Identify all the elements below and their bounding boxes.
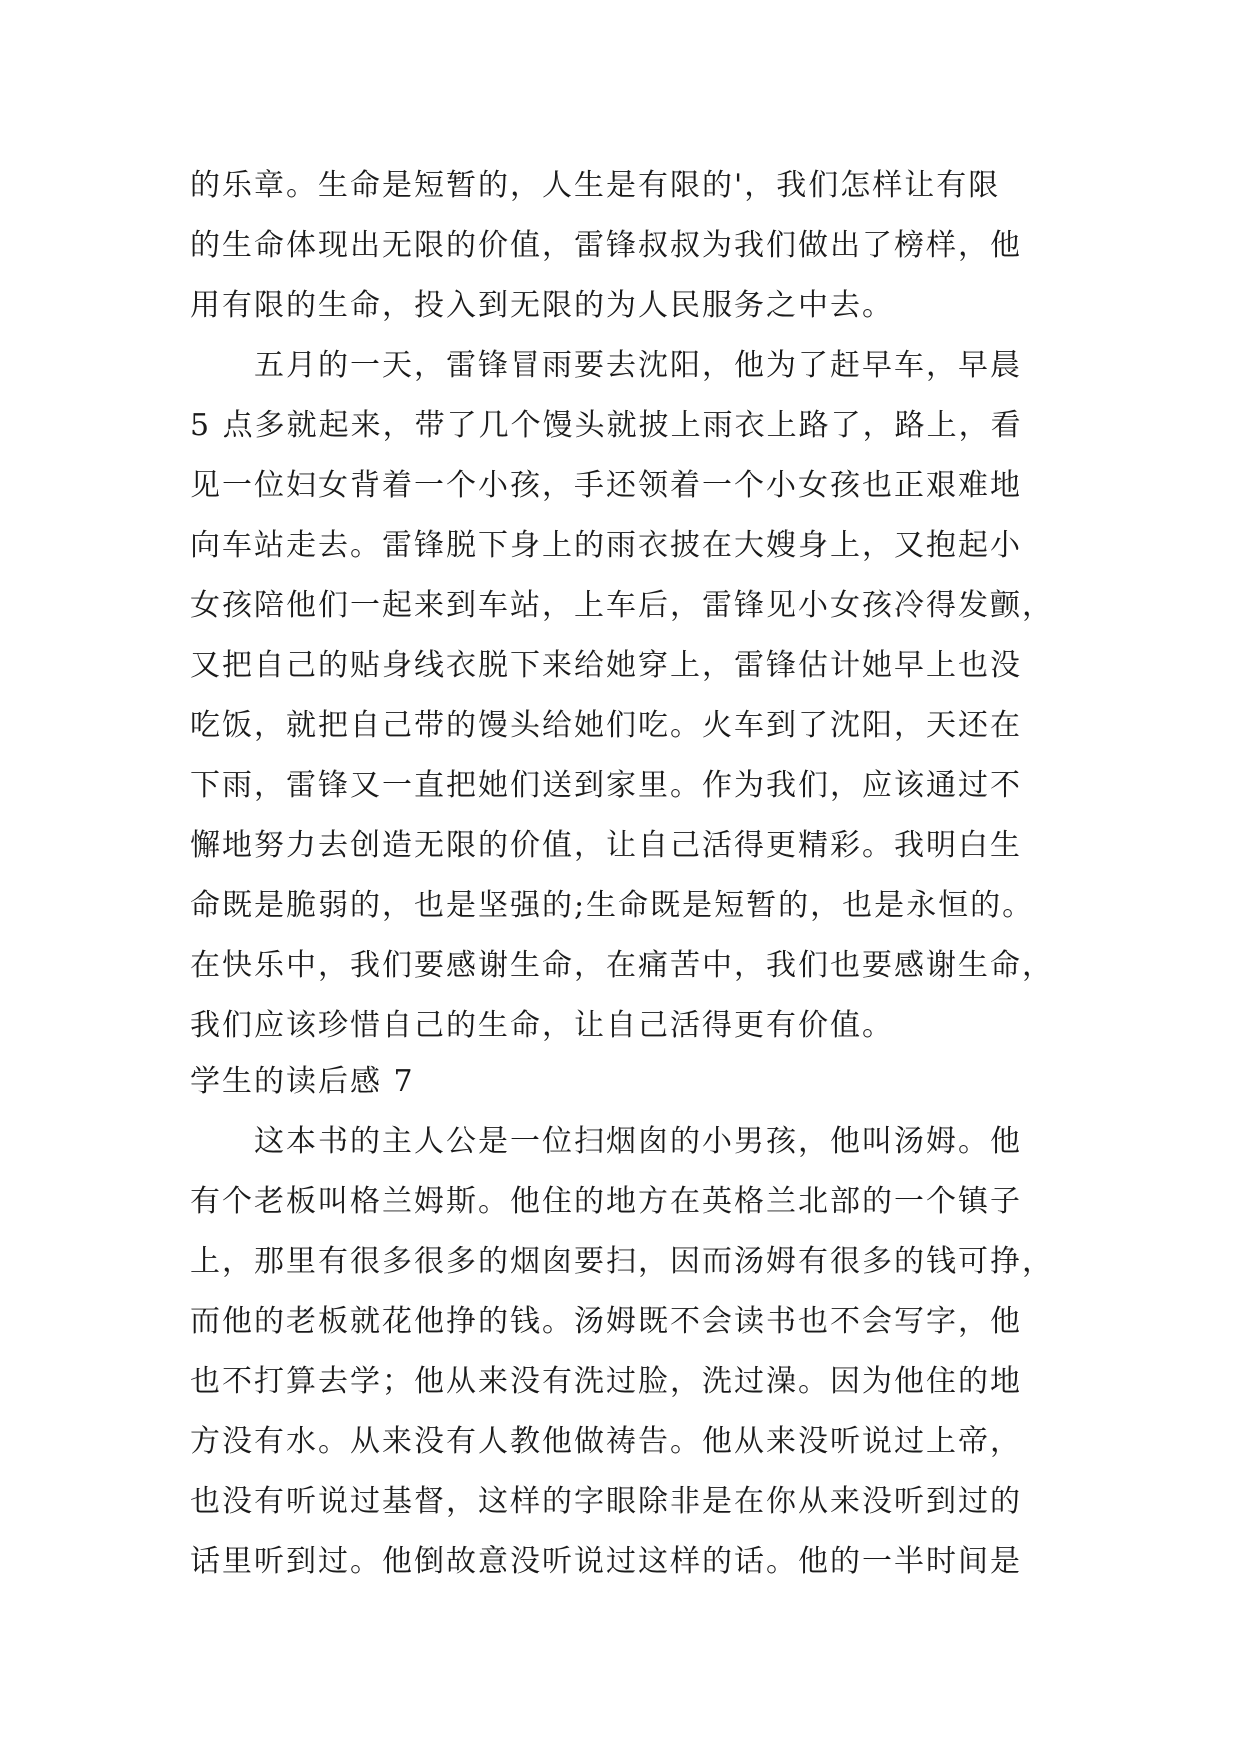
paragraph-3-line-5: 也不打算去学；他从来没有洗过脸，洗过澡。因为他住的地 — [190, 1364, 1022, 1399]
section-heading: 学生的读后感 7 — [190, 1064, 415, 1099]
paragraph-2-line-7: 吃饭，就把自己带的馒头给她们吃。火车到了沈阳，天还在 — [190, 708, 1022, 743]
paragraph-3-line-6: 方没有水。从来没有人教他做祷告。他从来没听说过上帝， — [190, 1424, 1022, 1459]
paragraph-2-line-4: 向车站走去。雷锋脱下身上的雨衣披在大嫂身上，又抱起小 — [190, 528, 1022, 563]
paragraph-1-line-1: 的乐章。生命是短暂的，人生是有限的'，我们怎样让有限 — [190, 168, 1001, 203]
paragraph-2-line-9: 懈地努力去创造无限的价值，让自己活得更精彩。我明白生 — [190, 828, 1022, 863]
paragraph-2-line-10: 命既是脆弱的，也是坚强的;生命既是短暂的，也是永恒的。 — [190, 888, 1035, 923]
paragraph-3-line-1: 这本书的主人公是一位扫烟囱的小男孩，他叫汤姆。他 — [254, 1124, 1022, 1159]
paragraph-2-line-11: 在快乐中，我们要感谢生命，在痛苦中，我们也要感谢生命， — [190, 948, 1054, 983]
paragraph-3-line-3: 上，那里有很多很多的烟囱要扫，因而汤姆有很多的钱可挣， — [190, 1244, 1054, 1279]
paragraph-1-line-2: 的生命体现出无限的价值，雷锋叔叔为我们做出了榜样，他 — [190, 228, 1022, 263]
paragraph-3-line-7: 也没有听说过基督，这样的字眼除非是在你从来没听到过的 — [190, 1484, 1022, 1519]
paragraph-3-line-4: 而他的老板就花他挣的钱。汤姆既不会读书也不会写字，他 — [190, 1304, 1022, 1339]
paragraph-2-line-5: 女孩陪他们一起来到车站，上车后，雷锋见小女孩冷得发颤， — [190, 588, 1054, 623]
paragraph-3-line-8: 话里听到过。他倒故意没听说过这样的话。他的一半时间是 — [190, 1544, 1022, 1579]
paragraph-2-line-6: 又把自己的贴身线衣脱下来给她穿上，雷锋估计她早上也没 — [190, 648, 1022, 683]
paragraph-1-line-3: 用有限的生命，投入到无限的为人民服务之中去。 — [190, 288, 894, 323]
paragraph-2-line-2: 5 点多就起来，带了几个馒头就披上雨衣上路了，路上，看 — [190, 408, 1023, 443]
paragraph-2-line-12: 我们应该珍惜自己的生命，让自己活得更有价值。 — [190, 1008, 894, 1043]
paragraph-3-line-2: 有个老板叫格兰姆斯。他住的地方在英格兰北部的一个镇子 — [190, 1184, 1022, 1219]
paragraph-2-line-8: 下雨，雷锋又一直把她们送到家里。作为我们，应该通过不 — [190, 768, 1022, 803]
paragraph-2-line-3: 见一位妇女背着一个小孩，手还领着一个小女孩也正艰难地 — [190, 468, 1022, 503]
paragraph-2-line-1: 五月的一天，雷锋冒雨要去沈阳，他为了赶早车，早晨 — [254, 348, 1022, 383]
